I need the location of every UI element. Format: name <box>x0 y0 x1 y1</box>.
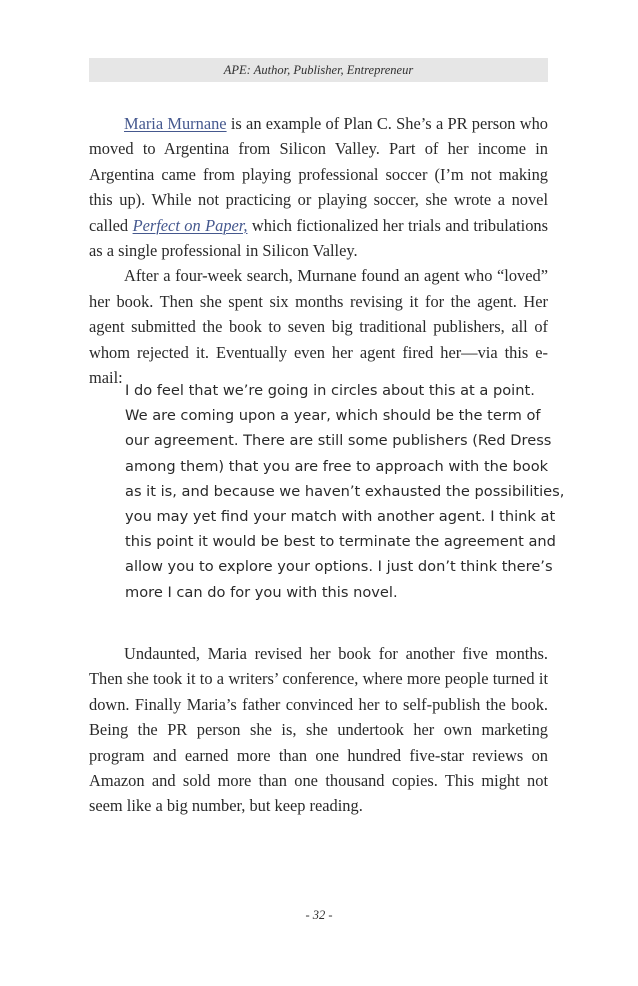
quote-line: you may yet find your match with another agent. I think at <box>125 508 556 526</box>
quote-line: I do feel that we’re going in circles about this at a point. <box>125 382 535 399</box>
perfect-on-paper-link[interactable]: Perfect on Paper, <box>132 215 248 235</box>
paragraph-1-text-b: which fictionalized her trials and tribulations as a single professional in Silicon Valley. <box>89 215 549 261</box>
quote-line: among them) that you are free to approach with the book <box>125 457 549 475</box>
paragraph-agent-search: After a four-week search, Murnane found an agent who “loved” her book. Then she spent six months revising it for the agent. Her agent submitted the book to seven big traditional publishers, all of whom rejected it. Eventually even her agent fired her—via this e-mail: <box>89 266 548 388</box>
quote-line: allow you to explore your options. I just don’t think there’s <box>125 558 553 576</box>
running-header <box>89 58 548 82</box>
quote-line: more I can do for you with this novel. <box>125 583 398 601</box>
page-number: - 32 - <box>305 908 333 922</box>
quote-line: We are coming upon a year, which should be the term of <box>125 407 541 425</box>
paragraph-maria-murnane <box>89 111 548 263</box>
quote-paragraph <box>125 378 565 605</box>
paragraph-1-text-a: is an example of Plan C. She’s a PR person who moved to Argentina from Silicon Valley. Part of her income in Argentina came from playing professional soccer (I’m not making this up). While not practicing or playing soccer, she wrote a novel called <box>89 114 548 235</box>
paragraph-undaunted: Undaunted, Maria revised her book for another five months. Then she took it to a writers’ conference, where more people turned it down. Finally Maria’s father convinced her to self-publish the book. Being the PR person she is, she undertook her own marketing program and earned more than one hundred five-star reviews on Amazon and sold more than one thousand copies. This might not seem like a big number, but keep reading. <box>89 644 548 816</box>
running-header-title: APE: Author, Publisher, Entrepreneur <box>223 63 414 77</box>
body-text-top <box>89 111 548 390</box>
quote-line: this point it would be best to terminate the agreement and <box>125 533 556 551</box>
quote-line: our agreement. There are still some publishers (Red Dress <box>125 432 552 450</box>
agent-email-quote <box>125 378 565 605</box>
body-text-bottom <box>89 641 548 819</box>
maria-murnane-link[interactable]: Maria Murnane <box>124 114 227 133</box>
quote-line: as it is, and because we haven’t exhausted the possibilities, <box>125 482 565 500</box>
